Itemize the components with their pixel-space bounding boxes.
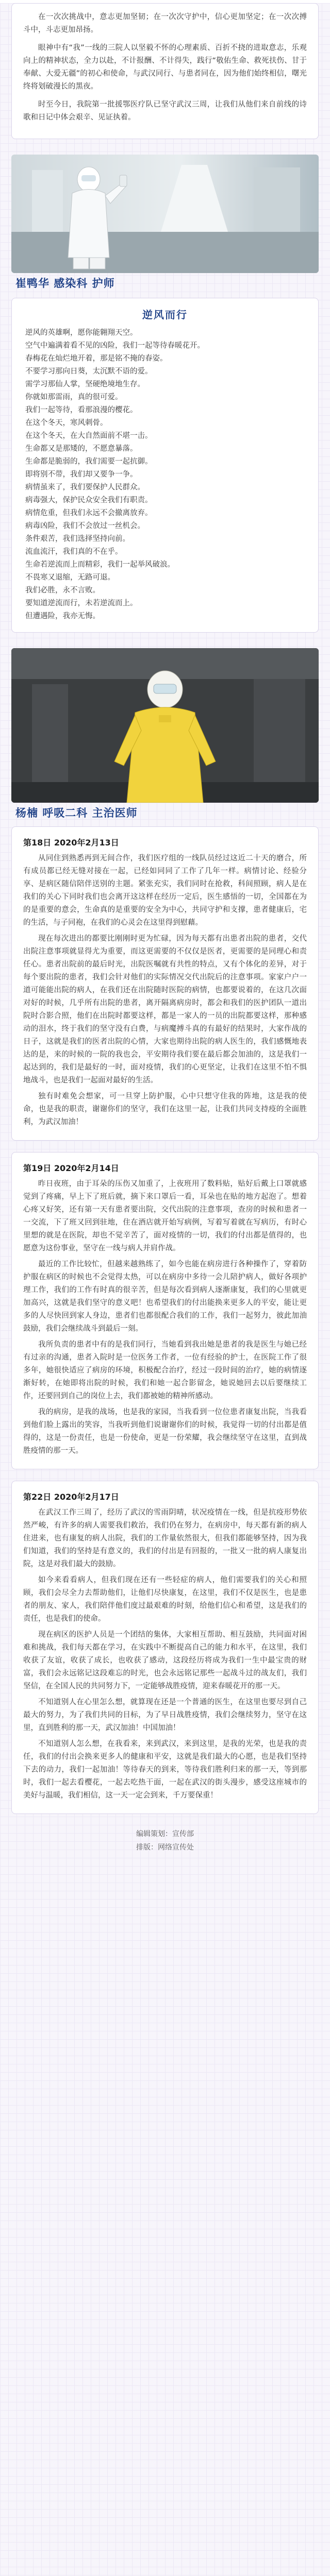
poem-line: 我们一起等待，看那浪漫的樱花。: [25, 406, 138, 414]
entry-paragraph: 不知道别人在心里怎么想，就算现在还是一个普通的医生，在这里也要尽到自己最大的努力，为了我们共同的目标，为了早日战胜疫情，我们会继续努力，坚守在这里，直到胜利的那一天，武汉加油！中国加油！: [23, 1698, 307, 1732]
poem-line: 不畏寒又退缩，无路可退。: [25, 573, 115, 582]
entry-paragraph: 如今来看看病人，但我们现在还有一些轻症的病人，他们需要我们的关心和照顾，我们会尽全力去帮助他们，让他们尽快康复，在这里，我们不仅是医生，也是患者的朋友、家人，我们陪伴他们度过最艰难的时刻，给他们信心和希望，这是我们的责任，也是我们的使命。: [23, 1576, 307, 1623]
entry-paragraph: 我所负责的患者中有的是我们同行，当她看到我出她是患者的我是医生与她已经有过亲的沟通，患者入院时是一位医务工作者，一位有经验的护士，在医院工作了很多年，她很快适应了病房的环境，积极配合治疗，经过一段时间的治疗，她的病情逐渐好转，在她即将出院的时候，我们和她一起合影留念，她说她回去以后要继续工作，还要回到自己的岗位上去，我们都被她的精神所感动。: [23, 1341, 307, 1400]
poem-line: 你就如那雷雨，真的很可爱。: [25, 393, 123, 401]
poem-line: 条件艰苦，我们选择坚持向前。: [25, 535, 130, 543]
entry-heading: 第22日 2020年2月17日: [23, 1492, 119, 1502]
footer: [11, 1827, 319, 1854]
entry-paragraph: 现在每次进出的都要比刚刚时更为忙碌，因为每天都有出患者出院的患者，交代出院注意事项就显得尤为重要，而这更需要的不仅仅是医者，更需要的是同理心和责任心。患者出院前的最后时光，出院医嘱就有共性的特点，又有个体化的差异，对于每个要出院的患者，我们会针对他们的实际情况交代出院后的注意事项。家家户户一道可能能出院的病人，在我们还在出院随时医院的病情，也都要说着的，在这几次面对好的时候，几乎所有出院的患者，离开隔离病房时，都会和我们的医护团队一道出院时合影合照，他们在出院时都要这样，都是一家人的一员的出院都要这样，那种感动的泪水，终于我们的坚守没有白费，与病魔搏斗真的有最好的结果时，大家作战的日子，这就是我们的医者出院的心情，大家也期待出院的病人医生的，我们感慨地表达的是，来的时候的一院的我也会，平安期待我们要在最后都会加油的，这是我们一起达到的，我们是最好的一时，面对疫情，我们的心更坚定，让我们在这里不怕不惧地战斗，也是我们一起面对最好的生活。: [23, 935, 307, 1084]
entry-heading: 第19日 2020年2月14日: [23, 1163, 119, 1173]
poem-line: 我们必胜，永不言败。: [25, 586, 100, 595]
poem-card: [11, 298, 319, 633]
poem-line: 病情危重，但我们永远不会撤离放弃。: [25, 509, 153, 517]
photo-doctor-ppe: [11, 648, 319, 803]
poem-line: 在这个冬天，寒风刺骨。: [25, 419, 108, 427]
entry-paragraph: 昨日夜班，由于耳朵的压伤又加重了，上夜班用了数料贴，贴好后戴上口罩就感觉到了疼痛，早上下了班后就，摘下来口罩后一看，耳朵也在贴的地方起泡了。想着心疼又好笑，还有第一天有患者要出院，交代出院的注意事项，查房的时候和患者一一交流，下了班又回到驻地，住在酒店就开始写病例，写着写着就在写病历，有时心里想的就是在医院，却也不觉辛苦了，面对疫情的一切，我们的付出都是值得的，也愿意为这份事业，坚守在一线与病人并肩作战。: [23, 1180, 307, 1252]
poem-line: 即将别不带，我们却又要争一争。: [25, 470, 138, 479]
footer-editor: 编辑策划：宣传部: [136, 1830, 194, 1838]
person-caption: 杨楠 呼吸二科 主治医师: [15, 807, 138, 819]
person-caption: 崔鸭华 感染科 护师: [15, 277, 115, 290]
poem-line: 春梅花在灿烂地开着，那是铭不掩的春姿。: [25, 354, 168, 363]
entry-paragraph: 最近的工作比较忙，但越来越熟练了，如今也能在病房进行各种操作了，穿着防护服在病区的时候也不会觉得太热，可以在病房中多待一会儿陪护病人，做好各项护理工作，我们的工作有时真的很辛苦，但是每次看到病人逐渐康复，我们的心里就更加高兴，这就是我们坚守的意义吧！也希望我们的付出能换来更多人的平安，能让更多的人尽快回到家人身边，患者们也都很配合我们的工作，我们一起努力，彼此加油鼓励，我们会继续战斗到最后一刻。: [23, 1260, 307, 1333]
intro-paragraph: 眼神中有“我”一线的三院人以坚毅不怀的心理素质、百折不挠的进取意志，乐观向上的精神状态，全力以赴，不计报酬、不计得失，践行“敬佑生命、救死扶伤、甘于奉献、大爱无疆”的初心和使命，与武汉同行、与患者同在，因为他们始终相信，曙光终将划破漫长的黑夜。: [23, 44, 307, 91]
page: [0, 3, 330, 2576]
poem-title: 逆风而行: [142, 309, 188, 321]
poem-line: 在这个冬天，在大自然面前不堪一击。: [25, 432, 153, 440]
entry-paragraph: 我的病房，是我的战场，也是我的家园，当我看到一位位患者康复出院，当我看到他们脸上露出的笑容，当我听到他们说谢谢你们的时候，我觉得一切的付出都是值得的，这是一份责任，也是一份使命，更是一份荣耀，我会继续坚守在这里，直到战胜疫情的那一天。: [23, 1408, 307, 1455]
poem-line: 病毒凶险，我们不会放过一丝机会。: [25, 522, 145, 530]
entry-paragraph: 从同住到熟悉再到无间合作，我们医疗组的一线队员经过这近二十天的磨合，所有成员都已经无缝对接在一起，已经如同同了工作了几年一样。病情讨论、经验分享、是病区随信陪伴送别的主题。紧张充实，我们同时在抢救，科间照顾，病人是在我们的关心下同时我们也会离开这这样在经历一定后，医生感悟的一切，全国都在为的是重要的意会，生命真的是重要的安全为中心，共同守护和支撑，患者健康后，宅的生活，与子同袍，在我们的心灵会在这里得到慰藉。: [23, 854, 307, 927]
poem-line: 要知道逆流而行，未若逆流而上。: [25, 599, 138, 607]
intro-card: [11, 3, 319, 139]
poem-line: 流血流汗，我们真的不在乎。: [25, 548, 123, 556]
person-block-yang: [11, 648, 319, 822]
photo-nurse-ppe: [11, 155, 319, 273]
poem-line: 病情虽来了，我们要保护人民群众。: [25, 483, 145, 492]
poem-lines: [25, 327, 305, 623]
poem-line: 需学习那仙人掌，坚硬绝境地生存。: [25, 380, 145, 388]
diary-entry: [11, 826, 319, 1141]
person-block-cui: [11, 155, 319, 293]
entry-paragraph: 在武汉工作三周了，经历了武汉的雪雨阴晴，状况疫情在一线，但是抗疫形势依然严峻，有许多的病人需要我们救治，我们仍在努力，在病房中，每天都有新的病人住进来，也有康复的病人出院，我们的工作量依然很大，但我们都能够坚持，因为我们知道，我们的坚持是有意义的，我们的付出是有回报的，一批又一批的病人康复出院，这是对我们最大的鼓励。: [23, 1509, 307, 1568]
entry-heading: 第18日 2020年2月13日: [23, 838, 119, 848]
photo-illustration: [11, 648, 319, 803]
entry-paragraph: 不知道别人怎么想，在我看来，来到武汉，来到这里，是我的光荣，也是我的责任，我们的付出会换来更多人的健康和平安，这就是我们最大的心愿，也是我们坚持下去的动力，我们一起加油！等待春天的到来，等待我们胜利归来的那一天，等到那时，我们一起去看樱花，一起去吃热干面，一起在武汉的街头漫步，感受这座城市的美好与温暖，我们相信，这一天一定会到来，千万要保重！: [23, 1740, 307, 1800]
poem-line: 不要学习那向日葵，太沉默不语的爱。: [25, 367, 153, 376]
poem-line: 逆风的英雄啊，愿你能翱翔天空。: [25, 329, 138, 337]
poem-line: 生命若逆流而上而精彩，我们一起举风破浪。: [25, 561, 175, 569]
footer-layout: 排版：网络宣传处: [136, 1843, 194, 1852]
entry-paragraph: 独有时难免会想家，可一旦穿上防护服，心中只想守住我的阵地，这是我的使命，也是我的职责，谢谢你们的坚守，我们在这里一起，让我们共同支持疫的全面胜利，为武汉加油！: [23, 1092, 307, 1126]
intro-paragraph: 时至今日，我院第一批援鄂医疗队已坚守武汉三周，让我们从他们来自前线的诗歌和日记中体会艰辛、见证执着。: [23, 100, 307, 122]
entry-paragraph: 现在病区的医护人员是一个团结的集体，大家相互帮助、相互鼓励，共同面对困难和挑战，我们每天都在学习，在实践中不断提高自己的能力和水平，在这里，我们收获了友谊，收获了成长，也收获了感动，这段经历将成为我们一生中最宝贵的财富，我们会永远铭记这段难忘的时光，也会永远铭记那些一起战斗过的战友们，我们坚信，在全国人民的共同努力下，一定能够战胜疫情，迎来春暖花开的那一天。: [23, 1631, 307, 1690]
diary-entry: [11, 1481, 319, 1814]
poem-line: 生命都是脆弱的，我们需要一起抗御。: [25, 457, 153, 466]
diary-entry: [11, 1152, 319, 1469]
poem-line: 病毒强大，保护民众安全我们有职责。: [25, 496, 153, 504]
poem-line: 但遭遇险，我亦无悔。: [25, 612, 100, 620]
poem-line: 生命都又是那矮的，不愿意暴落。: [25, 445, 138, 453]
intro-paragraph: 在一次次挑战中，意志更加坚韧；在一次次守护中，信心更加坚定；在一次次搏斗中，斗志更加昂扬。: [23, 13, 307, 34]
photo-illustration: [11, 155, 319, 273]
poem-line: 空气中遍满着看不见的凶险，我们一起等待春暖花开。: [25, 342, 205, 350]
